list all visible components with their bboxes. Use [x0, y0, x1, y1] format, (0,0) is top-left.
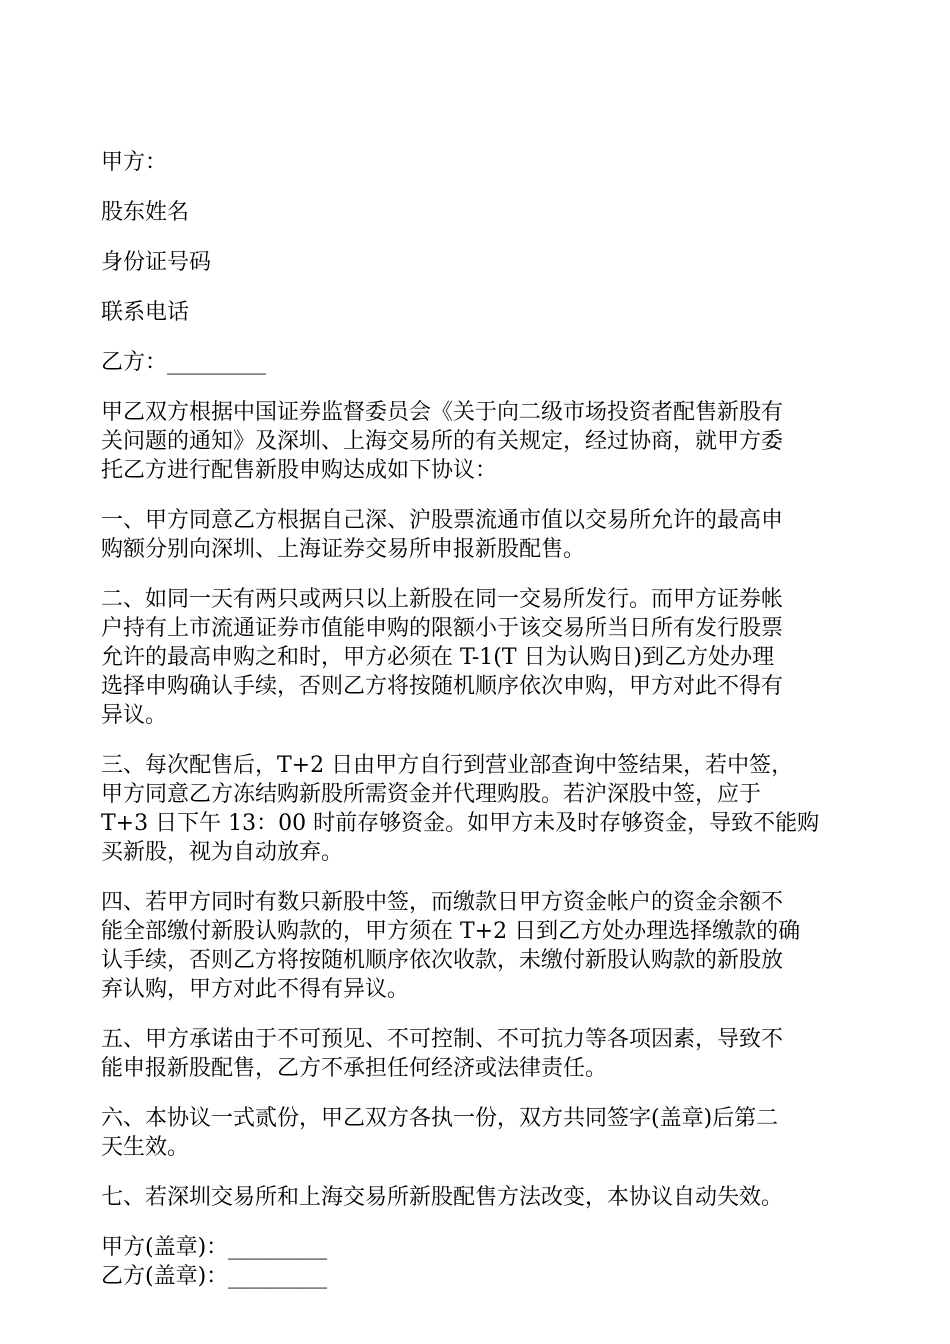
text-line: 户持有上市流通证券市值能申购的限额小于该交易所当日所有发行股票 — [101, 616, 784, 641]
text-line: 七、若深圳交易所和上海交易所新股配售方法改变，本协议自动失效。 — [101, 1185, 784, 1210]
clause-2 — [101, 585, 853, 730]
text-line: 一、甲方同意乙方根据自己深、沪股票流通市值以交易所允许的最高申 — [101, 508, 784, 533]
text-line: 能全部缴付新股认购款的，甲方须在 T+2 日到乙方处办理选择缴款的确 — [101, 919, 801, 944]
party-a-signature: 甲方(盖章)：_________ — [101, 1235, 328, 1260]
text-line: 天生效。 — [101, 1135, 190, 1160]
clause-5 — [101, 1025, 853, 1083]
text-line: 四、若甲方同时有数只新股中签，而缴款日甲方资金帐户的资金余额不 — [101, 890, 784, 915]
text-line: 购额分别向深圳、上海证券交易所申报新股配售。 — [101, 537, 586, 562]
text-line: 三、每次配售后，T+2 日由甲方自行到营业部查询中签结果，若中签， — [101, 753, 794, 778]
clause-7 — [101, 1183, 853, 1212]
phone-field: 联系电话 — [101, 300, 190, 325]
text-line: 异议。 — [101, 703, 168, 728]
text-line: 买新股，视为自动放弃。 — [101, 840, 344, 865]
clause-6 — [101, 1104, 853, 1162]
text-line: 关问题的通知》及深圳、上海交易所的有关规定，经过协商，就甲方委 — [101, 429, 784, 454]
clause-4 — [101, 888, 853, 1004]
contract-body — [101, 148, 853, 1291]
text-line: 五、甲方承诺由于不可预见、不可控制、不可抗力等各项因素，导致不 — [101, 1027, 784, 1052]
party-a-label: 甲方： — [101, 150, 168, 175]
party-b-signature: 乙方(盖章)：_________ — [101, 1264, 328, 1289]
text-line: 弃认购，甲方对此不得有异议。 — [101, 977, 410, 1002]
text-line: 六、本协议一式贰份，甲乙双方各执一份，双方共同签字(盖章)后第二 — [101, 1106, 779, 1131]
text-line: 托乙方进行配售新股申购达成如下协议： — [101, 458, 498, 483]
id-number-field: 身份证号码 — [101, 250, 212, 275]
shareholder-name-field: 股东姓名 — [101, 200, 190, 225]
party-b-label: 乙方：_________ — [101, 350, 267, 375]
clause-1 — [101, 506, 853, 564]
text-line: 甲乙双方根据中国证券监督委员会《关于向二级市场投资者配售新股有 — [101, 400, 784, 425]
text-line: 二、如同一天有两只或两只以上新股在同一交易所发行。而甲方证券帐 — [101, 587, 784, 612]
text-line: 允许的最高申购之和时，甲方必须在 T-1(T 日为认购日)到乙方处办理 — [101, 645, 775, 670]
text-line: 能申报新股配售，乙方不承担任何经济或法律责任。 — [101, 1056, 608, 1081]
clause-3 — [101, 751, 853, 867]
preamble-paragraph — [101, 398, 853, 485]
signature-block — [101, 1233, 853, 1291]
text-line: 认手续，否则乙方将按随机顺序依次收款，未缴付新股认购款的新股放 — [101, 948, 784, 973]
text-line: 选择申购确认手续，否则乙方将按随机顺序依次申购，甲方对此不得有 — [101, 674, 784, 699]
text-line: 甲方同意乙方冻结购新股所需资金并代理购股。若沪深股中签，应于 — [101, 782, 762, 807]
text-line: T+3 日下午 13：00 时前存够资金。如甲方未及时存够资金，导致不能购 — [101, 811, 820, 836]
